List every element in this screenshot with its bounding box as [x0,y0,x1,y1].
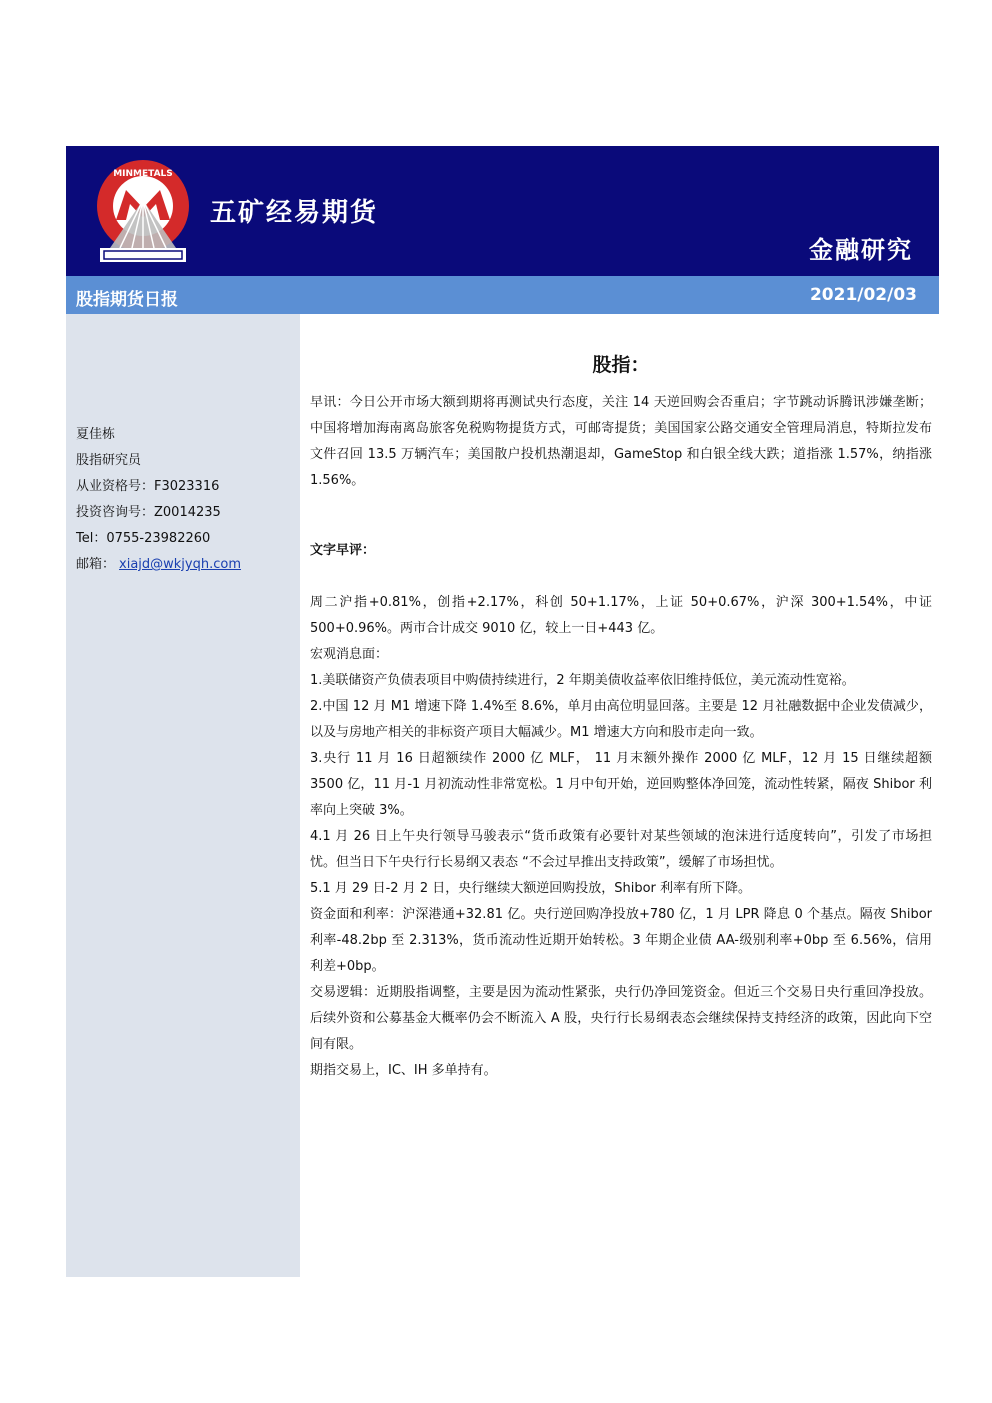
report-header [66,146,939,276]
paragraph: 交易逻辑：近期股指调整，主要是因为流动性紧张，央行仍净回笼资金。但近三个交易日央行重回净投放。后续外资和公募基金大概率仍会不断流入 A 股，央行行长易纲表态会继续保持支持经济的政策，因此向下空间有限。 [310,985,932,1052]
author-license: 从业资格号：F3023316 [76,479,220,494]
company-name: 五矿经易期货 [210,198,379,228]
minmetals-logo-icon [90,156,196,266]
section-title: 股指： [592,354,650,376]
email-label: 邮箱： [76,557,116,572]
email-link[interactable]: xiajd@wkjyqh.com [119,557,242,572]
department-name: 金融研究 [809,236,913,264]
paragraph: 期指交易上，IC、IH 多单持有。 [310,1063,497,1078]
paragraph: 宏观消息面： [310,647,389,662]
author-tel: Tel：0755-23982260 [76,531,211,546]
author-name: 夏佳栋 [76,427,116,442]
paragraph: 2.中国 12 月 M1 增速下降 1.4%至 8.6%，单月由高位明显回落。主要是 12 月社融数据中企业发债减少，以及与房地产相关的非标资产项目大幅减少。M1 增速大方向和股市走向一致。 [310,699,932,740]
morning-news: 早讯：今日公开市场大额到期将再测试央行态度，关注 14 天逆回购会否重启；字节跳动诉腾讯涉嫌垄断；中国将增加海南离岛旅客免税购物提货方式，可邮寄提货；美国国家公路交通安全管理局消息，特斯拉发布文件召回 13.5 万辆汽车；美国散户投机热潮退却，GameStop 和白银全线大跌；道指涨 1.57%，纳指涨 1.56%。 [310,395,932,488]
author-info [76,422,241,578]
paragraph: 1.美联储资产负债表项目中购债持续进行，2 年期美债收益率依旧维持低位，美元流动性宽裕。 [310,673,855,688]
author-sidebar [66,314,300,1277]
review-heading: 文字早评： [310,543,376,558]
author-role: 股指研究员 [76,453,142,468]
paragraph: 4.1 月 26 日上午央行领导马骏表示“货币政策有必要针对某些领域的泡沫进行适度转向”，引发了市场担忧。但当日下午央行行长易纲又表态 “不会过早推出支持政策”，缓解了市场担忧。 [310,829,932,870]
report-name: 股指期货日报 [76,290,178,310]
report-date: 2021/02/03 [809,285,917,305]
author-email-row [76,552,241,578]
paragraph: 周二沪指+0.81%，创指+2.17%，科创 50+1.17%，上证 50+0.67%，沪深 300+1.54%，中证 500+0.96%。两市合计成交 9010 亿，较上一日+443 亿。 [310,595,932,636]
report-subbar [66,276,939,314]
paragraph: 资金面和利率：沪深港通+32.81 亿。央行逆回购净投放+780 亿，1 月 LPR 降息 0 个基点。隔夜 Shibor 利率-48.2bp 至 2.313%，货币流动性近期开始转松。3 年期企业债 AA-级别利率+0bp 至 6.56%，信用利差+0bp。 [310,907,932,974]
paragraph: 5.1 月 29 日-2 月 2 日，央行继续大额逆回购投放，Shibor 利率有所下降。 [310,881,752,896]
paragraph: 3.央行 11 月 16 日超额续作 2000 亿 MLF， 11 月末额外操作 2000 亿 MLF，12 月 15 日继续超额 3500 亿，11 月-1 月初流动性非常宽松。1 月中旬开始，逆回购整体净回笼，流动性转紧，隔夜 Shibor 利率向上突破 3%。 [310,751,932,818]
author-consult-number: 投资咨询号：Z0014235 [76,505,221,520]
main-content [310,350,932,1084]
logo-text: MINMETALS [113,169,173,179]
